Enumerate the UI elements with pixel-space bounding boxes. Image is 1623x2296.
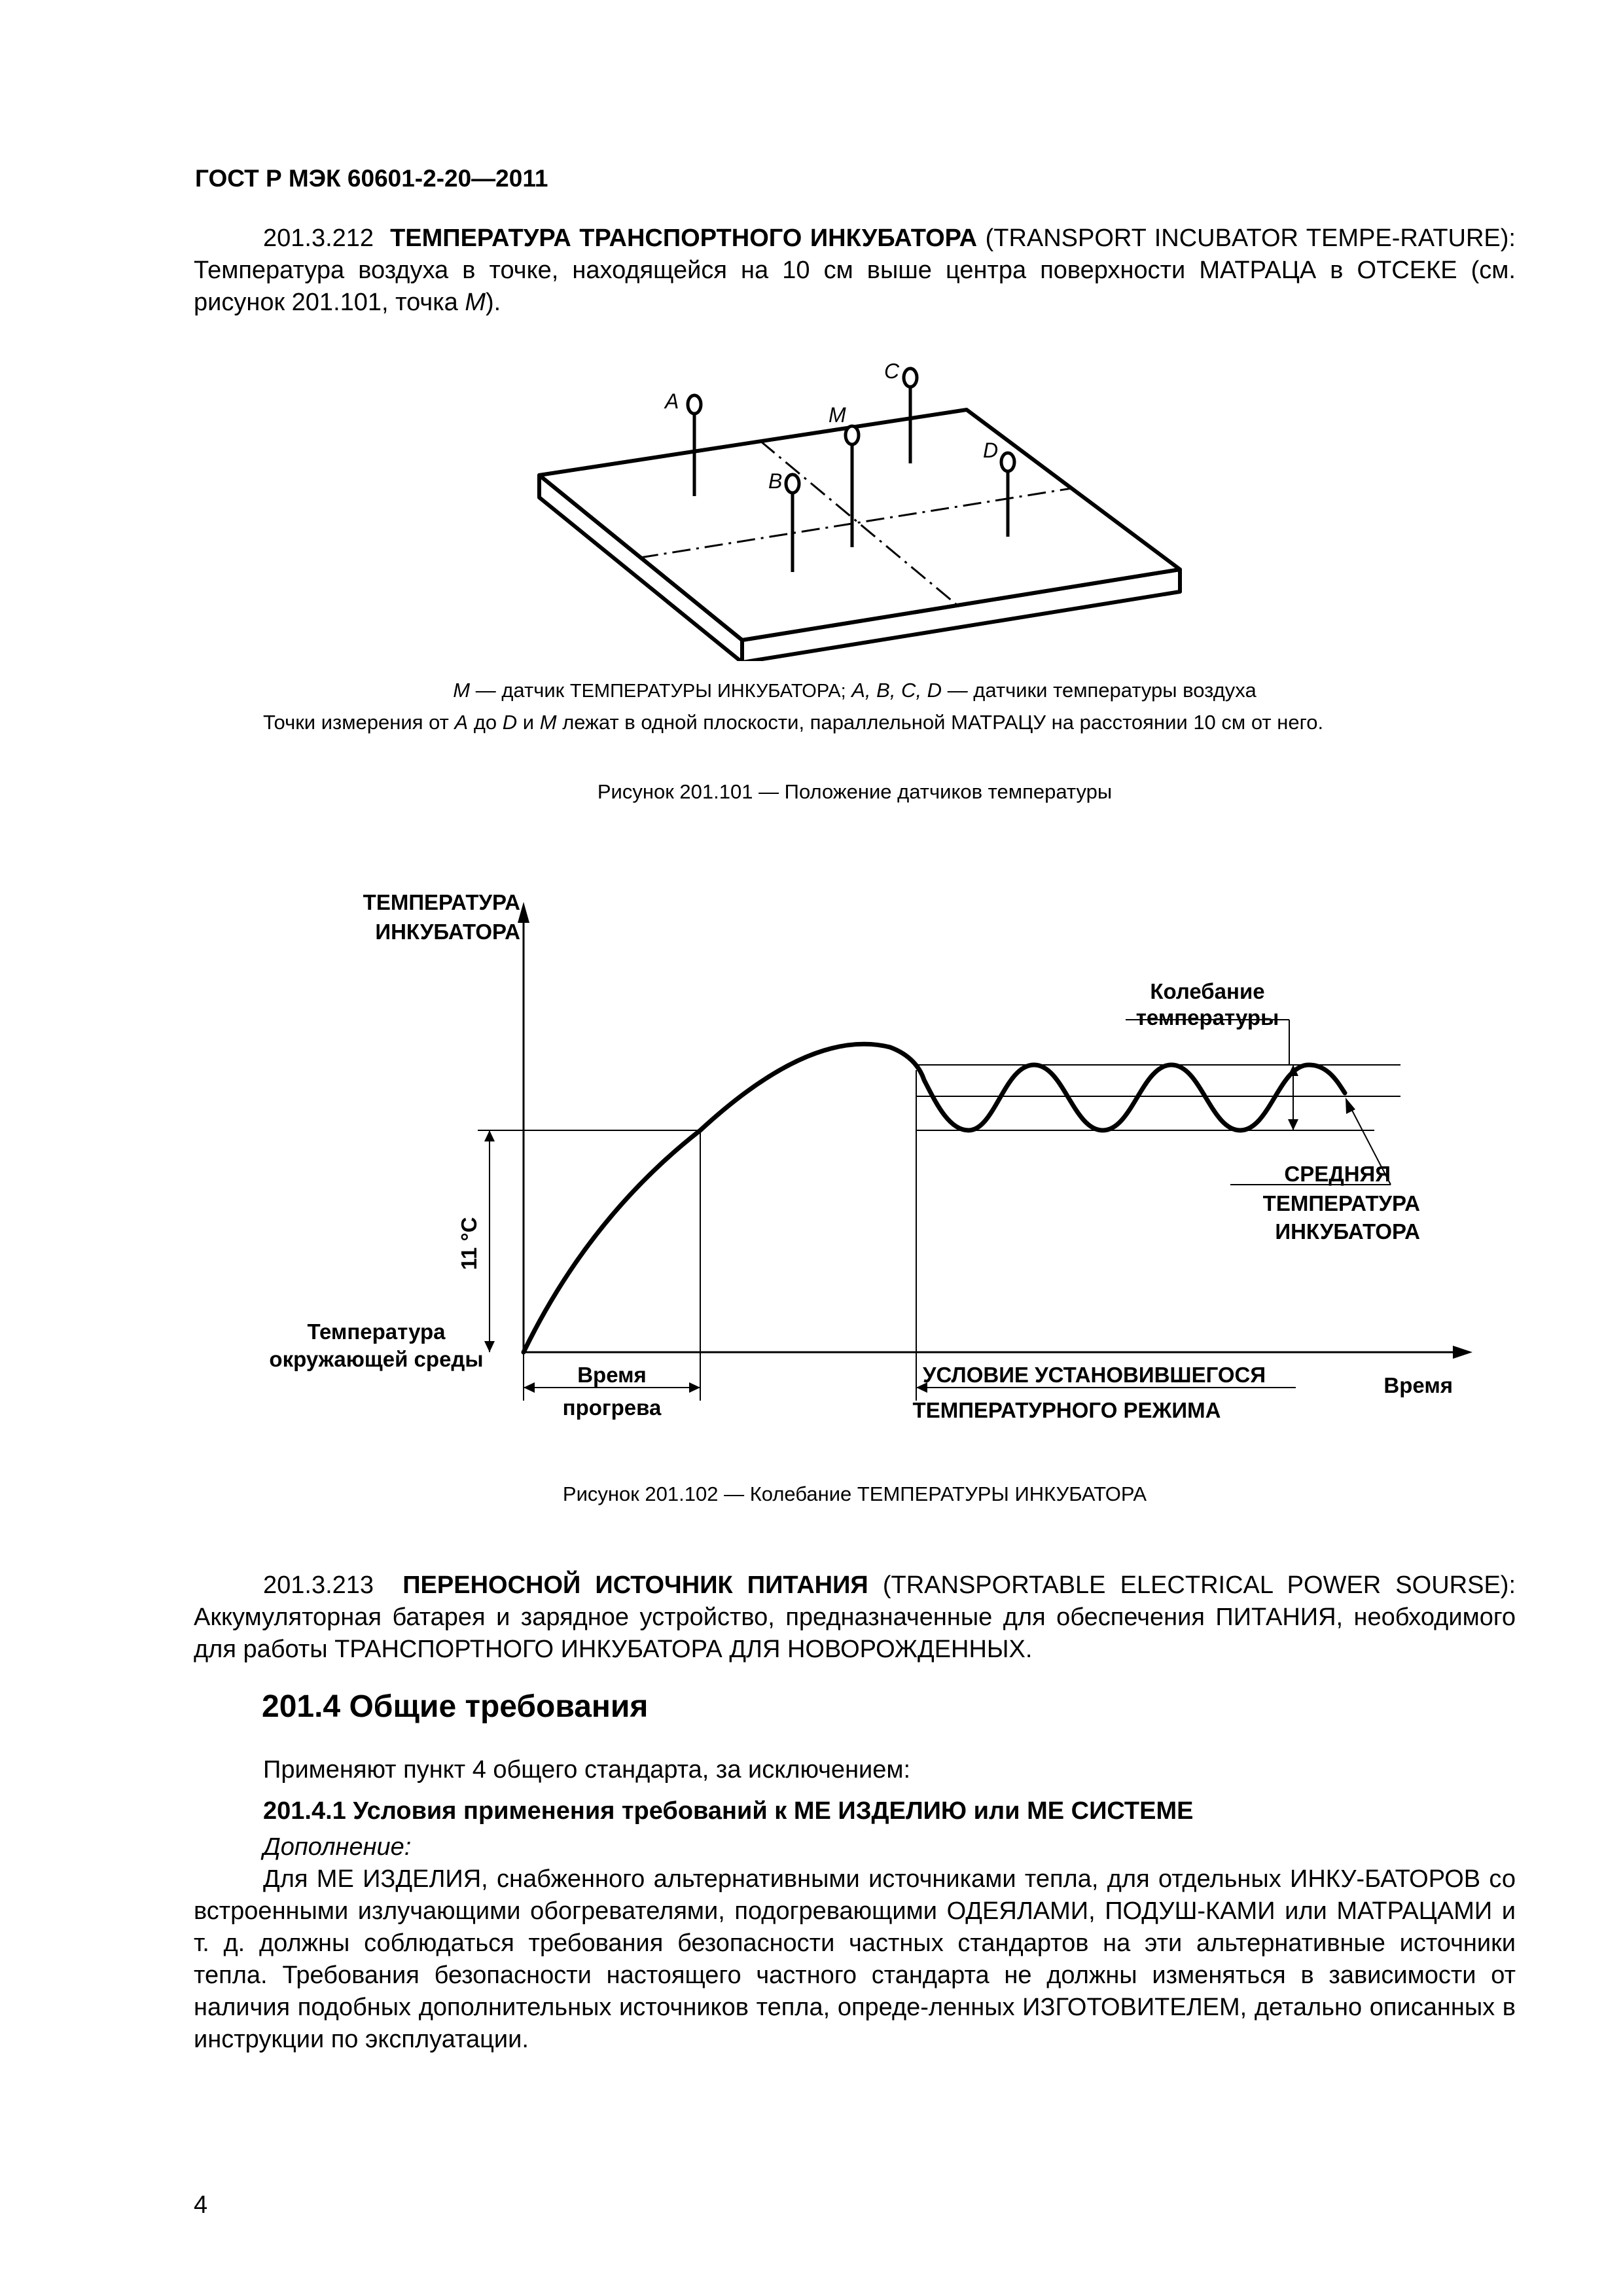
sensor-d-label: D [983,439,999,462]
sensor-a-label: A [665,389,679,413]
term-title: ПЕРЕНОСНОЙ ИСТОЧНИК ПИТАНИЯ [402,1571,868,1599]
page-number: 4 [194,2191,208,2219]
clause-number: 201.3.213 [263,1571,374,1599]
y-axis-label-line2: ИНКУБАТОРА [375,920,520,944]
fluctuation-label-line2: температуры [1135,1005,1279,1030]
sensor-c-label: C [884,359,900,383]
mean-label-line2: ТЕМПЕРАТУРА [1262,1191,1420,1215]
sensor-b-icon [786,475,799,493]
temperature-curve [524,1044,1345,1352]
warmup-label-line1: Время [577,1363,647,1387]
subsection-heading: 201.4.1 Условия применения требований к МЕ ИЗДЕЛИЮ или МЕ СИСТЕМЕ [263,1797,1194,1825]
term-english: (TRANSPORT INCUBATOR TEMPE-RATURE): [985,224,1516,252]
warmup-label-line2: прогрева [562,1395,662,1420]
mattress-centerline-1 [760,441,961,608]
clause-number: 201.3.212 [263,224,374,252]
fluctuation-label-line1: Колебание [1150,979,1265,1003]
addition-text: Для МЕ ИЗДЕЛИЯ, снабженного альтернативными источниками тепла, для отдельных ИНКУ-БАТОРОВ со встроенными излучающими обогревателями, подогревающими ОДЕЯЛАМИ, ПОДУШ-КАМИ или МАТРАЦАМИ и т. д. должны соблюдаться требования безопасности частных стандартов на эти альтернативные источники тепла. Требования безопасности настоящего частного стандарта не должны изменяться в зависимости от наличия подобных дополнительных источников тепла, опреде-ленных ИЗГОТОВИТЕЛЕМ, детально описанных в инструкции по эксплуатации. [194,1865,1516,2053]
mattress-right-side [742,569,1180,661]
y-axis-label-line1: ТЕМПЕРАТУРА [363,890,520,914]
figure-legend: M — датчик ТЕМПЕРАТУРЫ ИНКУБАТОРА; A, B, C, D — датчики температуры воздуха [453,679,1257,702]
steady-label-line2: ТЕМПЕРАТУРНОГО РЕЖИМА [912,1398,1221,1422]
addition-label: Дополнение: [263,1833,412,1861]
sensor-c-icon [904,368,917,387]
section-heading: 201.4 Общие требования [262,1689,649,1724]
figure-101-caption: Рисунок 201.101 — Положение датчиков температуры [597,780,1113,803]
ambient-label-line1: Температура [307,1319,446,1344]
mean-label-line3: ИНКУБАТОРА [1275,1219,1420,1244]
sensor-position-figure [510,353,1204,661]
delta-label: 11 °C [457,1217,481,1270]
mean-label-line1: СРЕДНЯЯ [1284,1162,1391,1186]
section-body [194,1754,1516,2056]
ambient-label-line2: окружающей среды [269,1347,484,1371]
x-axis-label: Время [1383,1373,1453,1397]
incubator-temperature-graph [223,877,1492,1453]
standard-header: ГОСТ Р МЭК 60601-2-20—2011 [195,165,548,192]
term-definition: Температура воздуха в точке, находящейся на 10 см выше центра поверхности МАТРАЦА в ОТСЕКЕ (см. рисунок 201.101, точка [194,257,1516,316]
term-title: ТЕМПЕРАТУРА ТРАНСПОРТНОГО ИНКУБАТОРА [390,224,978,252]
sensor-m-label: M [829,403,846,427]
sensor-a-icon [688,395,701,414]
term-definition: (TRANSPORTABLE ELECTRICAL POWER SOURSE): Аккумуляторная батарея и зарядное устройство, предназначенные для обеспечения ПИТАНИЯ, необходимого для работы ТРАНСПОРТНОГО ИНКУБАТОРА ДЛЯ НОВОРОЖДЕННЫХ. [194,1571,1516,1663]
sensor-m-icon [846,426,859,444]
paragraph-201-3-213 [194,1570,1516,1666]
sensor-b-label: B [768,469,783,493]
sensor-d-icon [1001,453,1014,471]
point-m-ref: M [465,289,486,316]
figure-note: Точки измерения от A до D и M лежат в одной плоскости, параллельной МАТРАЦУ на расстоянии 10 см от него. [263,711,1324,734]
mattress-front-side [539,475,742,661]
section-intro: Применяют пункт 4 общего стандарта, за исключением: [263,1756,911,1784]
steady-label-line1: УСЛОВИЕ УСТАНОВИВШЕГОСЯ [923,1363,1266,1387]
figure-102-caption: Рисунок 201.102 — Колебание ТЕМПЕРАТУРЫ ИНКУБАТОРА [562,1482,1147,1505]
paragraph-201-3-212: 201.3.212 ТЕМПЕРАТУРА ТРАНСПОРТНОГО ИНКУБАТОРА (TRANSPORT INCUBATOR TEMPE-RATURE): Температура воздуха в точке, находящейся на 10 см выше центра поверхности МАТРАЦА в ОТСЕКЕ (см. рисунок 201.101, точка M). [194,224,1516,316]
